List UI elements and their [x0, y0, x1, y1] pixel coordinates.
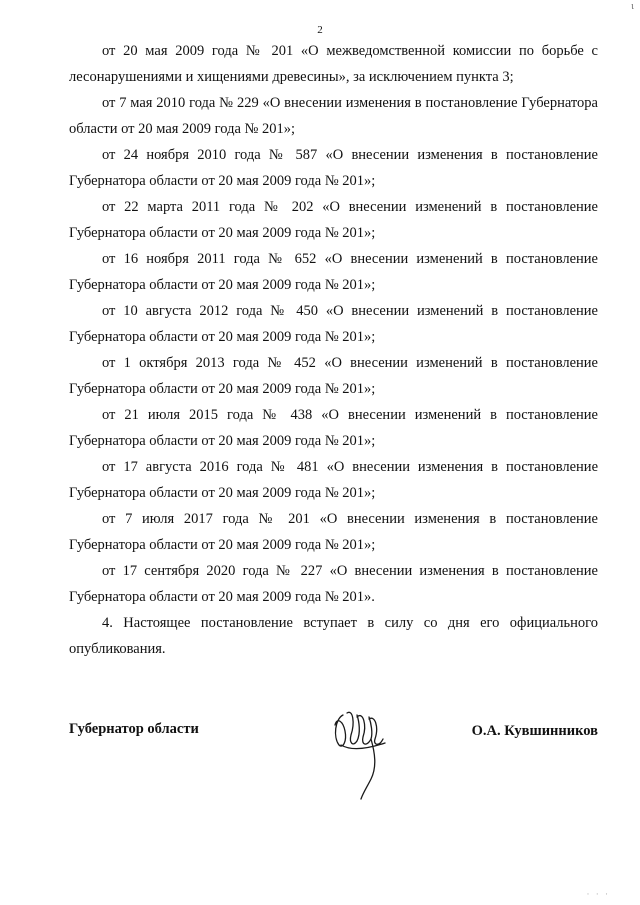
list-item: от 17 августа 2016 года № 481 «О внесении изменения в постановление Губернатора области от 20 мая 2009 года № 201»;: [69, 459, 598, 501]
list-item: от 16 ноября 2011 года № 652 «О внесении изменений в постановление Губернатора области от 20 мая 2009 года № 201»;: [69, 251, 598, 293]
page-number: 2: [317, 24, 323, 36]
list-item: от 7 мая 2010 года № 229 «О внесении изменения в постановление Губернатора области от 20 мая 2009 года № 201»;: [69, 95, 598, 137]
signatory-name: О.А. Кувшинников: [471, 723, 598, 739]
list-item: от 7 июля 2017 года № 201 «О внесении изменения в постановление Губернатора области от 20 мая 2009 года № 201»;: [69, 511, 598, 553]
list-item: от 1 октября 2013 года № 452 «О внесении изменений в постановление Губернатора области от 20 мая 2009 года № 201»;: [69, 355, 598, 397]
list-item: от 24 ноября 2010 года № 587 «О внесении изменения в постановление Губернатора области от 20 мая 2009 года № 201»;: [69, 147, 598, 189]
list-item: от 20 мая 2009 года № 201 «О межведомственной комиссии по борьбе с лесонарушениями и хищениями древесины», за исключением пункта 3;: [69, 43, 598, 85]
list-item: от 21 июля 2015 года № 438 «О внесении изменений в постановление Губернатора области от 20 мая 2009 года № 201»;: [69, 407, 598, 449]
corner-scan-mark: ι: [631, 0, 634, 12]
closing-paragraph: 4. Настоящее постановление вступает в силу со дня его официального опубликования.: [69, 615, 598, 657]
handwritten-signature: [331, 705, 391, 801]
list-item: от 17 сентября 2020 года № 227 «О внесении изменения в постановление Губернатора области от 20 мая 2009 года № 201».: [69, 563, 598, 605]
signature-block: [69, 705, 598, 805]
signatory-title: Губернатор области: [69, 721, 199, 737]
document-body: [69, 38, 598, 662]
corner-scan-dots: · · ·: [586, 889, 610, 899]
list-item: от 22 марта 2011 года № 202 «О внесении изменений в постановление Губернатора области от 20 мая 2009 года № 201»;: [69, 199, 598, 241]
list-item: от 10 августа 2012 года № 450 «О внесении изменений в постановление Губернатора области от 20 мая 2009 года № 201»;: [69, 303, 598, 345]
